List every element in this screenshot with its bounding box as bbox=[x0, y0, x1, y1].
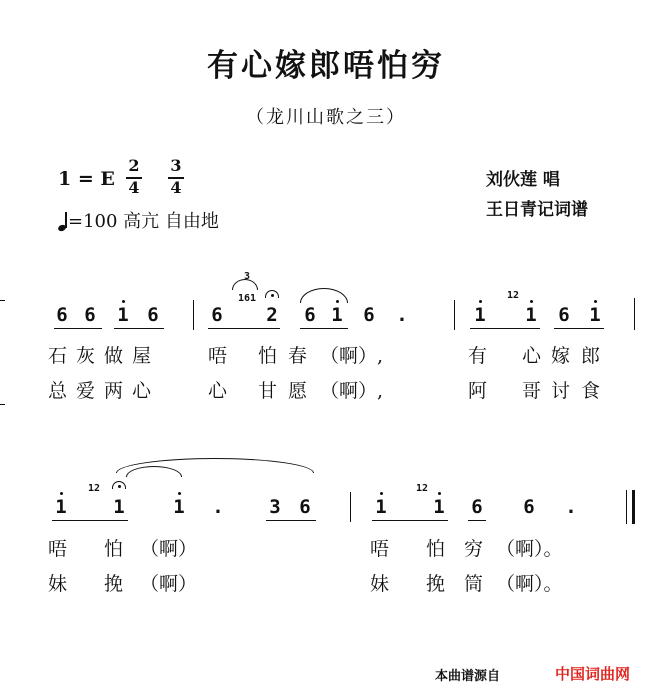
lyric: 心 bbox=[522, 345, 542, 367]
note: 1 bbox=[331, 304, 343, 326]
beam bbox=[52, 520, 128, 521]
singer-credit: 刘伙莲 唱 bbox=[486, 170, 560, 190]
lyric: 两 bbox=[104, 380, 124, 402]
octave-dot bbox=[530, 300, 533, 303]
margin-mark bbox=[0, 300, 5, 301]
lyric: 怕 bbox=[104, 538, 124, 560]
lyric: 妹 bbox=[370, 573, 390, 595]
tuplet-number: 3 bbox=[244, 271, 251, 282]
lyric: 哥 bbox=[522, 380, 542, 402]
barline bbox=[634, 298, 635, 330]
key-signature: 1 = E bbox=[58, 168, 115, 190]
dotted-rest: . bbox=[565, 496, 577, 518]
lyric: 石 bbox=[48, 345, 68, 367]
beam bbox=[372, 520, 448, 521]
lyric: 唔 bbox=[48, 538, 68, 560]
site-link[interactable]: 中国词曲网 bbox=[555, 665, 631, 683]
grace-notes: 161 bbox=[238, 293, 257, 304]
lyric: （啊） bbox=[140, 538, 198, 560]
octave-dot bbox=[178, 492, 181, 495]
note: 1 bbox=[525, 304, 537, 326]
note: 6 bbox=[299, 496, 311, 518]
recorder-credit: 王日青记词谱 bbox=[486, 200, 588, 220]
lyric: 嫁 bbox=[551, 345, 571, 367]
lyric: 甘 bbox=[258, 380, 278, 402]
lyric: 屋 bbox=[132, 345, 152, 367]
note: 6 bbox=[147, 304, 159, 326]
note: 1 bbox=[433, 496, 445, 518]
lyric: 唔 bbox=[370, 538, 390, 560]
lyric: （啊）。 bbox=[496, 573, 563, 595]
tempo-marking bbox=[58, 207, 219, 233]
lyric: 心 bbox=[208, 380, 228, 402]
meter-top: 3 bbox=[170, 156, 182, 175]
final-barline-thick bbox=[632, 490, 635, 524]
octave-dot bbox=[60, 492, 63, 495]
note: 1 bbox=[589, 304, 601, 326]
beam bbox=[266, 520, 316, 521]
note: 6 bbox=[363, 304, 375, 326]
grace-slur bbox=[232, 279, 258, 290]
note: 6 bbox=[304, 304, 316, 326]
lyric: 灰 bbox=[76, 345, 96, 367]
lyric: 总 bbox=[48, 380, 68, 402]
lyric: 怕 bbox=[426, 538, 446, 560]
note: 1 bbox=[55, 496, 67, 518]
song-title: 有心嫁郎唔怕穷 bbox=[207, 48, 445, 84]
lyric: 做 bbox=[104, 345, 124, 367]
note: 1 bbox=[474, 304, 486, 326]
beam bbox=[54, 328, 102, 329]
barline bbox=[193, 300, 194, 330]
octave-dot bbox=[336, 300, 339, 303]
final-barline-thin bbox=[626, 490, 627, 524]
note: 6 bbox=[523, 496, 535, 518]
note: 2 bbox=[266, 304, 278, 326]
barline bbox=[350, 492, 351, 522]
lyric: 讨 bbox=[551, 380, 571, 402]
note: 1 bbox=[117, 304, 129, 326]
grace-notes: 12 bbox=[507, 290, 520, 301]
beam bbox=[470, 328, 540, 329]
octave-dot bbox=[479, 300, 482, 303]
note: 1 bbox=[375, 496, 387, 518]
lyric: 食 bbox=[581, 380, 601, 402]
note: 6 bbox=[471, 496, 483, 518]
octave-dot bbox=[594, 300, 597, 303]
fermata-dot bbox=[271, 294, 274, 297]
lyric: （啊）, bbox=[320, 380, 384, 402]
beam bbox=[208, 328, 280, 329]
lyric: 郎 bbox=[581, 345, 601, 367]
barline bbox=[454, 300, 455, 330]
song-subtitle: （龙川山歌之三） bbox=[246, 107, 406, 128]
tempo-text: =100 高亢 自由地 bbox=[68, 211, 219, 232]
lyric: 春 bbox=[288, 345, 308, 367]
note: 6 bbox=[56, 304, 68, 326]
lyric: 挽 bbox=[426, 573, 446, 595]
note: 1 bbox=[113, 496, 125, 518]
tie-slur bbox=[300, 288, 348, 303]
beam bbox=[554, 328, 604, 329]
source-label: 本曲谱源自 bbox=[435, 669, 501, 684]
lyric: 妹 bbox=[48, 573, 68, 595]
meter-bottom: 4 bbox=[128, 178, 140, 197]
octave-dot bbox=[380, 492, 383, 495]
beam bbox=[114, 328, 164, 329]
lyric: （啊）。 bbox=[496, 538, 563, 560]
note: 6 bbox=[211, 304, 223, 326]
meter-top: 2 bbox=[128, 156, 140, 175]
meter-bottom: 4 bbox=[170, 178, 182, 197]
lyric: （啊）, bbox=[320, 345, 384, 367]
lyric: 愿 bbox=[288, 380, 308, 402]
lyric: 唔 bbox=[208, 345, 228, 367]
beam bbox=[300, 328, 348, 329]
lyric: 挽 bbox=[104, 573, 124, 595]
lyric: 穷 bbox=[464, 538, 484, 560]
octave-dot bbox=[122, 300, 125, 303]
grace-notes: 12 bbox=[88, 483, 101, 494]
dotted-rest: . bbox=[396, 304, 408, 326]
octave-dot bbox=[438, 492, 441, 495]
lyric: 爱 bbox=[76, 380, 96, 402]
lyric: 有 bbox=[468, 345, 488, 367]
note: 6 bbox=[558, 304, 570, 326]
lyric: 怕 bbox=[258, 345, 278, 367]
dotted-rest: . bbox=[212, 496, 224, 518]
note: 6 bbox=[84, 304, 96, 326]
lyric: 阿 bbox=[468, 380, 488, 402]
lyric: （啊） bbox=[140, 573, 198, 595]
fermata-dot bbox=[118, 485, 121, 488]
margin-mark bbox=[0, 404, 5, 405]
lyric: 筒 bbox=[464, 573, 484, 595]
quarter-note-icon bbox=[58, 211, 68, 231]
note: 1 bbox=[173, 496, 185, 518]
lyric: 心 bbox=[132, 380, 152, 402]
beam bbox=[468, 520, 486, 521]
grace-notes: 12 bbox=[416, 483, 429, 494]
note: 3 bbox=[269, 496, 281, 518]
